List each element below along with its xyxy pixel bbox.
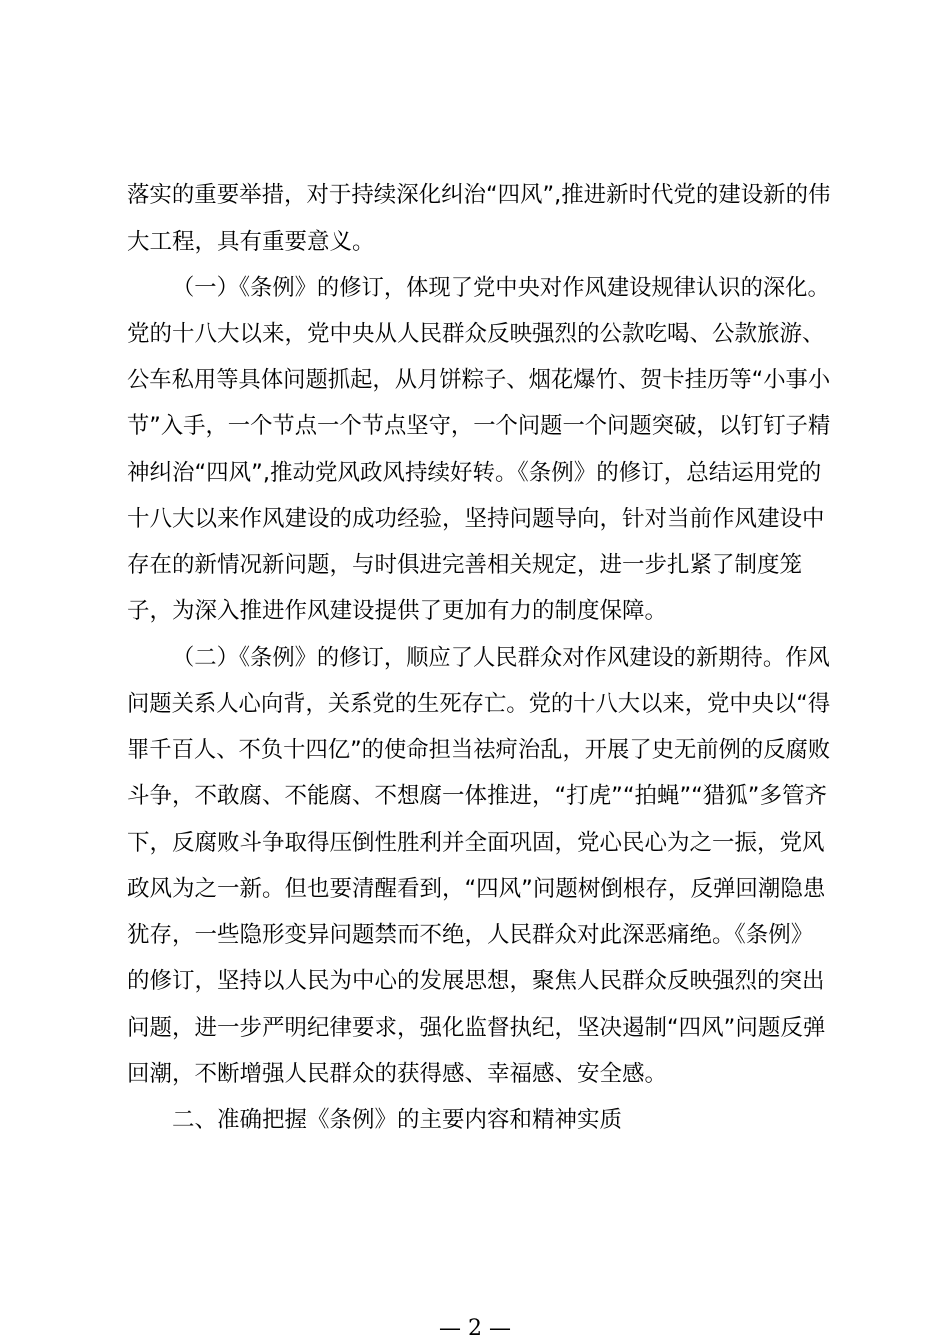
body-text-line: 党的十八大以来，党中央从人民群众反映强烈的公款吃喝、公款旅游、 <box>127 321 825 347</box>
body-text-line: 问题，进一步严明纪律要求，强化监督执纪，坚决遏制“四风”问题反弹 <box>127 1015 826 1041</box>
body-text-line: 十八大以来作风建设的成功经验，坚持问题导向，针对当前作风建设中 <box>127 506 825 532</box>
body-text-line: 下，反腐败斗争取得压倒性胜利并全面巩固，党心民心为之一振，党风 <box>127 830 825 856</box>
body-text-line: 罪千百人、不负十四亿”的使命担当祛疴治乱，开展了史无前例的反腐败 <box>127 737 831 763</box>
body-text-line: 神纠治“四风”,推动党风政风持续好转。《条例》的修订，总结运用党的 <box>127 460 822 486</box>
page-number: — 2 — <box>439 1316 511 1341</box>
body-text-line: 落实的重要举措，对于持续深化纠治“四风”,推进新时代党的建设新的伟 <box>127 182 831 208</box>
body-text-line: 回潮，不断增强人民群众的获得感、幸福感、安全感。 <box>127 1061 668 1087</box>
body-text-line: 的修订，坚持以人民为中心的发展思想，聚焦人民群众反映强烈的突出 <box>127 968 825 994</box>
paragraph-start-line: （一）《条例》的修订，体现了党中央对作风建设规律认识的深化。 <box>172 275 830 301</box>
body-text-line: 犹存，一些隐形变异问题禁而不绝，人民群众对此深恶痛绝。《条例》 <box>127 922 814 948</box>
body-text-line: 斗争，不敢腐、不能腐、不想腐一体推进，“打虎”“拍蝇”“猎狐”多管齐 <box>127 783 827 809</box>
body-text-line: 子，为深入推进作风建设提供了更加有力的制度保障。 <box>127 598 668 624</box>
section-heading: 二、准确把握《条例》的主要内容和精神实质 <box>172 1107 623 1133</box>
body-text-line: 存在的新情况新问题，与时俱进完善相关规定，进一步扎紧了制度笼 <box>127 552 803 578</box>
paragraph-start-line: （二）《条例》的修订，顺应了人民群众对作风建设的新期待。作风 <box>172 645 830 671</box>
body-text-line: 大工程，具有重要意义。 <box>127 229 375 255</box>
body-text-line: 政风为之一新。但也要清醒看到，“四风”问题树倒根存，反弹回潮隐患 <box>127 876 826 902</box>
body-text-line: 节”入手，一个节点一个节点坚守，一个问题一个问题突破，以钉钉子精 <box>127 413 831 439</box>
body-text-line: 公车私用等具体问题抓起，从月饼粽子、烟花爆竹、贺卡挂历等“小事小 <box>127 367 831 393</box>
body-text-line: 问题关系人心向背，关系党的生死存亡。党的十八大以来，党中央以“得 <box>127 691 831 717</box>
